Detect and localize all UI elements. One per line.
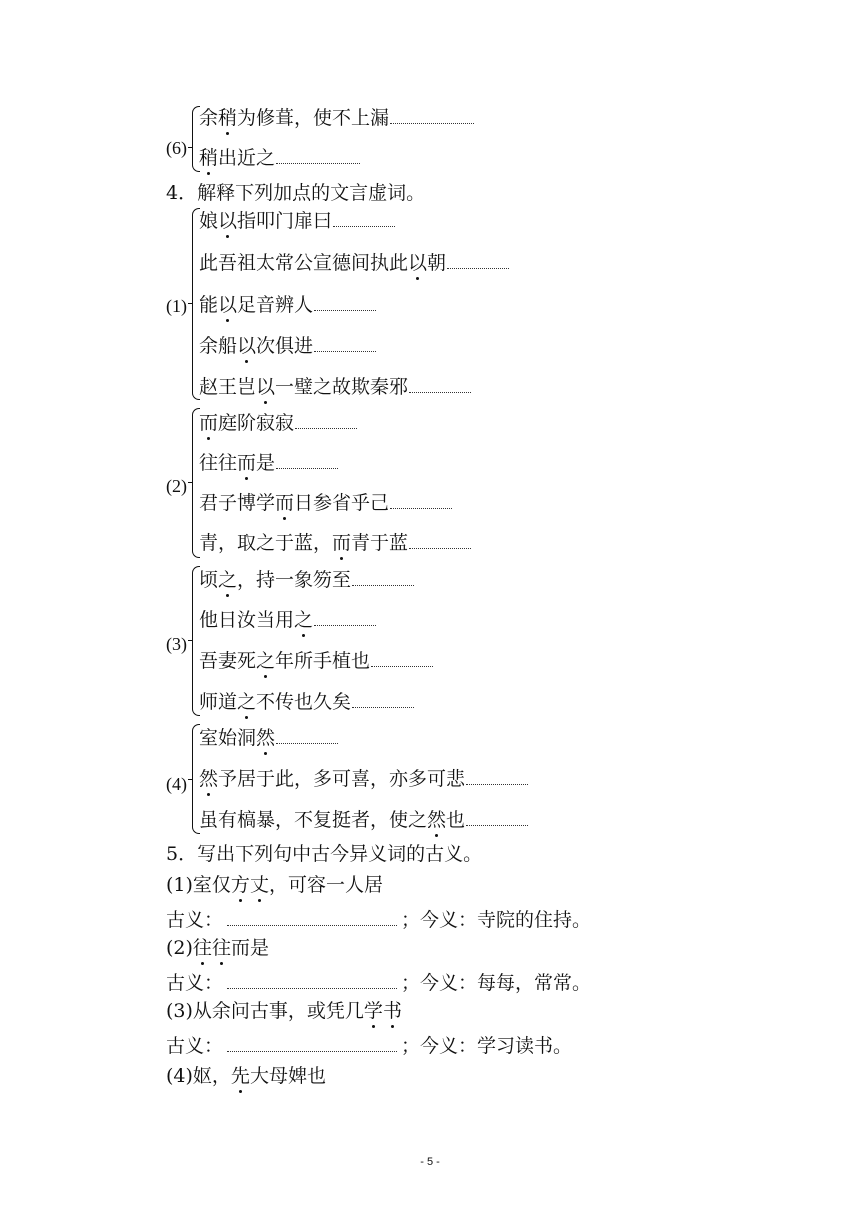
answer-blank[interactable] [447,252,509,269]
q4-3-item: 吾妻死之年所手植也 [199,649,433,673]
q5-1-answer-row: 古义： ；今义：寺院的住持。 [166,909,592,931]
emphasis-char: 丈 [249,874,269,896]
page-number: - 5 - [420,1156,440,1168]
q4-3-item: 顷之，持一象笏至 [199,568,414,592]
answer-blank[interactable] [371,650,433,667]
answer-blank[interactable] [333,210,395,227]
q6-brace-tip [188,147,193,148]
emphasis-char: 之 [237,691,257,713]
q4-1-brace-tip [188,303,193,304]
q5-4-sentence: (4)妪，先大母婢也 [166,1065,326,1087]
answer-blank[interactable] [276,727,338,744]
emphasis-char: 书 [382,1000,402,1022]
answer-blank[interactable] [276,147,360,164]
gu-yi-blank[interactable] [227,909,397,926]
answer-blank[interactable] [276,452,338,469]
q4-3-item: 师道之不传也久矣 [199,690,414,714]
q4-3-label: (3) [166,634,187,654]
answer-blank[interactable] [409,376,471,393]
answer-blank[interactable] [409,532,471,549]
q4-4-label: (4) [166,774,187,794]
q6-item: 稍出近之 [199,146,360,170]
emphasis-char: 之 [294,609,314,631]
emphasis-char: 然 [427,809,447,831]
q5-1-sentence: (1)室仅方丈，可容一人居 [166,874,383,896]
q6-label: (6) [166,138,187,158]
q5-3-sentence: (3)从余问古事，或凭几学书 [166,1000,402,1022]
answer-blank[interactable] [466,768,528,785]
q4-4-item: 然予居于此，多可喜，亦多可悲 [199,767,528,791]
answer-blank[interactable] [390,107,474,124]
answer-blank[interactable] [314,609,376,626]
emphasis-char: 而 [199,412,219,434]
q5-3-answer-row: 古义： ；今义：学习读书。 [166,1035,573,1057]
emphasis-char: 方 [230,874,250,896]
answer-blank[interactable] [352,569,414,586]
q4-1-label: (1) [166,296,187,316]
q4-1-item: 娘以指叩门扉曰 [199,209,395,233]
q4-1-item: 余船以次俱进 [199,334,376,358]
q5-2-answer-row: 古义： ；今义：每每，常常。 [166,972,592,994]
emphasis-char: 往 [211,937,231,959]
answer-blank[interactable] [295,412,357,429]
emphasis-char: 以 [218,294,238,316]
emphasis-char: 以 [256,376,276,398]
answer-blank[interactable] [466,809,528,826]
emphasis-char: 往 [192,937,212,959]
emphasis-char: 以 [408,252,428,274]
emphasis-char: 以 [237,335,257,357]
emphasis-char: 以 [218,210,238,232]
q4-1-item: 能以足音辨人 [199,293,376,317]
answer-blank[interactable] [314,294,376,311]
emphasis-char: 而 [332,532,352,554]
q4-4-item: 室始洞然 [199,726,338,750]
emphasis-char: 然 [256,727,276,749]
q4-1-item: 赵王岂以一璧之故欺秦邪 [199,375,471,399]
q4-1-item: 此吾祖太常公宣德间执此以朝 [199,251,509,275]
gu-yi-blank[interactable] [227,972,397,989]
q4-2-item: 青，取之于蓝，而青于蓝 [199,531,471,555]
q6-item: 余稍为修葺，使不上漏 [199,106,474,130]
section4-heading: 4．解释下列加点的文言虚词。 [166,182,426,204]
q4-2-item: 往往而是 [199,451,338,475]
emphasis-char: 先 [230,1065,250,1087]
q4-2-brace-tip [188,482,193,483]
emphasis-char: 稍 [199,147,219,169]
answer-blank[interactable] [352,691,414,708]
emphasis-char: 之 [256,650,276,672]
q5-2-sentence: (2)往往而是 [166,937,269,959]
emphasis-char: 稍 [218,107,238,129]
q4-4-item: 虽有槁暴，不复挺者，使之然也 [199,808,528,832]
section5-heading: 5．写出下列句中古今异义词的古义。 [166,843,483,865]
emphasis-char: 而 [275,492,295,514]
q4-2-item: 君子博学而日参省乎己 [199,491,452,515]
gu-yi-blank[interactable] [227,1035,397,1052]
emphasis-char: 然 [199,768,219,790]
emphasis-char: 而 [237,452,257,474]
emphasis-char: 之 [218,569,238,591]
q4-3-brace-tip [188,640,193,641]
q4-2-label: (2) [166,476,187,496]
emphasis-char: 学 [363,1000,383,1022]
answer-blank[interactable] [314,335,376,352]
q4-3-item: 他日汝当用之 [199,608,376,632]
q4-4-brace-tip [188,779,193,780]
answer-blank[interactable] [390,492,452,509]
q4-2-item: 而庭阶寂寂 [199,411,357,435]
